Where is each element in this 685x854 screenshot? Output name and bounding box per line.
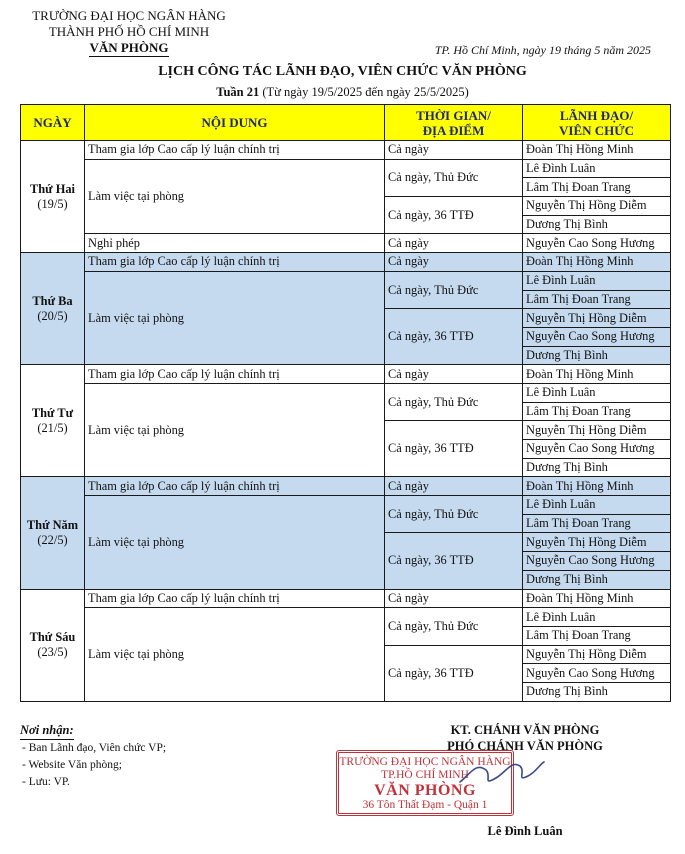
content-cell: Làm việc tại phòng	[85, 383, 385, 476]
signer-name: Lê Đình Luân	[487, 824, 563, 838]
day-cell	[21, 477, 85, 589]
table-row	[21, 159, 671, 178]
staff-cell: Nguyễn Cao Song Hương	[523, 552, 671, 571]
week-label: Tuần 21	[216, 85, 260, 99]
staff-cell: Lê Đình Luân	[523, 159, 671, 178]
staff-cell: Lâm Thị Đoan Trang	[523, 402, 671, 421]
content-cell: Làm việc tại phòng	[85, 271, 385, 364]
day-name: Thứ Sáu	[29, 630, 76, 645]
day-date: (20/5)	[37, 308, 68, 323]
place-date: TP. Hồ Chí Minh, ngày 19 tháng 5 năm 2025	[434, 43, 651, 57]
staff-cell: Nguyễn Thị Hồng Diễm	[523, 645, 671, 664]
table-row	[21, 608, 671, 627]
staff-cell: Dương Thị Bình	[523, 458, 671, 477]
time-cell: Cả ngày, 36 TTĐ	[385, 309, 523, 365]
recipient-item: - Ban Lãnh đạo, Viên chức VP;	[22, 742, 167, 754]
content-cell: Nghỉ phép	[85, 234, 385, 253]
table-row	[21, 234, 671, 253]
staff-cell: Dương Thị Bình	[523, 346, 671, 365]
org-name-line2: THÀNH PHỐ HỒ CHÍ MINH	[48, 24, 210, 39]
schedule-table	[20, 104, 671, 702]
staff-cell: Nguyễn Cao Song Hương	[523, 234, 671, 253]
table-row	[21, 271, 671, 290]
handwritten-signature	[456, 752, 546, 792]
staff-cell: Nguyễn Thị Hồng Diễm	[523, 421, 671, 440]
header-day: NGÀY	[21, 105, 85, 141]
week-dates: (Từ ngày 19/5/2025 đến ngày 25/5/2025)	[259, 85, 469, 99]
day-name: Thứ Năm	[26, 517, 79, 532]
time-cell: Cả ngày	[385, 234, 523, 253]
staff-cell: Lê Đình Luân	[523, 496, 671, 515]
staff-cell: Lâm Thị Đoan Trang	[523, 514, 671, 533]
time-cell: Cả ngày, Thủ Đức	[385, 496, 523, 533]
time-cell: Cả ngày, 36 TTĐ	[385, 421, 523, 477]
org-name-line1: TRƯỜNG ĐẠI HỌC NGÂN HÀNG	[32, 8, 226, 23]
table-row	[21, 383, 671, 402]
day-date: (22/5)	[37, 532, 68, 547]
time-cell: Cả ngày	[385, 589, 523, 608]
recipient-item: - Lưu: VP.	[22, 776, 70, 788]
content-cell: Làm việc tại phòng	[85, 159, 385, 234]
day-name: Thứ Hai	[30, 181, 75, 196]
content-cell: Tham gia lớp Cao cấp lý luận chính trị	[85, 589, 385, 608]
staff-cell: Lê Đình Luân	[523, 271, 671, 290]
content-cell: Tham gia lớp Cao cấp lý luận chính trị	[85, 477, 385, 496]
header-staff: LÃNH ĐẠO/ VIÊN CHỨC	[523, 105, 671, 141]
recipient-item: - Website Văn phòng;	[22, 759, 122, 771]
content-cell: Tham gia lớp Cao cấp lý luận chính trị	[85, 365, 385, 384]
day-date: (19/5)	[37, 196, 68, 211]
recipients	[20, 722, 166, 791]
stamp-line1: TRƯỜNG ĐẠI HỌC NGÂN HÀNG	[339, 756, 511, 768]
staff-cell: Đoàn Thị Hồng Minh	[523, 141, 671, 160]
table-row	[21, 589, 671, 608]
week-range	[0, 85, 685, 100]
stamp-line3: VĂN PHÒNG	[374, 782, 476, 799]
staff-cell: Nguyễn Cao Song Hương	[523, 327, 671, 346]
staff-cell: Lê Đình Luân	[523, 383, 671, 402]
time-cell: Cả ngày	[385, 365, 523, 384]
recipients-label: Nơi nhận:	[20, 722, 74, 740]
stamp-line2: TP.HỒ CHÍ MINH	[381, 769, 469, 781]
staff-cell: Nguyễn Cao Song Hương	[523, 440, 671, 459]
staff-cell: Dương Thị Bình	[523, 570, 671, 589]
staff-cell: Nguyễn Thị Hồng Diễm	[523, 309, 671, 328]
content-cell: Làm việc tại phòng	[85, 496, 385, 589]
staff-cell: Đoàn Thị Hồng Minh	[523, 253, 671, 272]
org-header	[14, 8, 244, 57]
content-cell: Tham gia lớp Cao cấp lý luận chính trị	[85, 141, 385, 160]
time-cell: Cả ngày, Thủ Đức	[385, 271, 523, 308]
day-date: (21/5)	[37, 420, 68, 435]
day-cell	[21, 365, 85, 477]
time-cell: Cả ngày	[385, 141, 523, 160]
staff-cell: Nguyễn Thị Hồng Diễm	[523, 533, 671, 552]
time-cell: Cả ngày	[385, 477, 523, 496]
staff-cell: Lâm Thị Đoan Trang	[523, 178, 671, 197]
header-content: NỘI DUNG	[85, 105, 385, 141]
day-name: Thứ Ba	[32, 293, 73, 308]
staff-cell: Đoàn Thị Hồng Minh	[523, 477, 671, 496]
table-row	[21, 477, 671, 496]
day-cell	[21, 141, 85, 253]
header-time: THỜI GIAN/ ĐỊA ĐIỂM	[385, 105, 523, 141]
day-date: (23/5)	[37, 645, 68, 660]
staff-cell: Dương Thị Bình	[523, 215, 671, 234]
content-cell: Làm việc tại phòng	[85, 608, 385, 701]
staff-cell: Dương Thị Bình	[523, 682, 671, 701]
table-row	[21, 141, 671, 160]
staff-cell: Đoàn Thị Hồng Minh	[523, 365, 671, 384]
time-cell: Cả ngày, 36 TTĐ	[385, 533, 523, 589]
time-cell: Cả ngày, 36 TTĐ	[385, 645, 523, 701]
time-cell: Cả ngày, 36 TTĐ	[385, 197, 523, 234]
staff-cell: Lê Đình Luân	[523, 608, 671, 627]
staff-cell: Lâm Thị Đoan Trang	[523, 626, 671, 645]
stamp-line4: 36 Tôn Thất Đạm - Quận 1	[362, 799, 488, 811]
staff-cell: Đoàn Thị Hồng Minh	[523, 589, 671, 608]
staff-cell: Nguyễn Thị Hồng Diễm	[523, 197, 671, 216]
staff-cell: Nguyễn Cao Song Hương	[523, 664, 671, 683]
table-row	[21, 365, 671, 384]
time-cell: Cả ngày, Thủ Đức	[385, 383, 523, 420]
signature-title-line2: PHÓ CHÁNH VĂN PHÒNG	[447, 739, 603, 753]
day-cell	[21, 589, 85, 701]
time-cell: Cả ngày	[385, 253, 523, 272]
table-row	[21, 253, 671, 272]
document-title: LỊCH CÔNG TÁC LÃNH ĐẠO, VIÊN CHỨC VĂN PHÒNG	[158, 64, 527, 79]
time-cell: Cả ngày, Thủ Đức	[385, 159, 523, 196]
table-row	[21, 496, 671, 515]
time-cell: Cả ngày, Thủ Đức	[385, 608, 523, 645]
unit-name: VĂN PHÒNG	[89, 40, 169, 55]
table-header-row	[21, 105, 671, 141]
content-cell: Tham gia lớp Cao cấp lý luận chính trị	[85, 253, 385, 272]
staff-cell: Lâm Thị Đoan Trang	[523, 290, 671, 309]
day-cell	[21, 253, 85, 365]
day-name: Thứ Tư	[31, 405, 74, 420]
signature-title-line1: KT. CHÁNH VĂN PHÒNG	[450, 723, 600, 737]
